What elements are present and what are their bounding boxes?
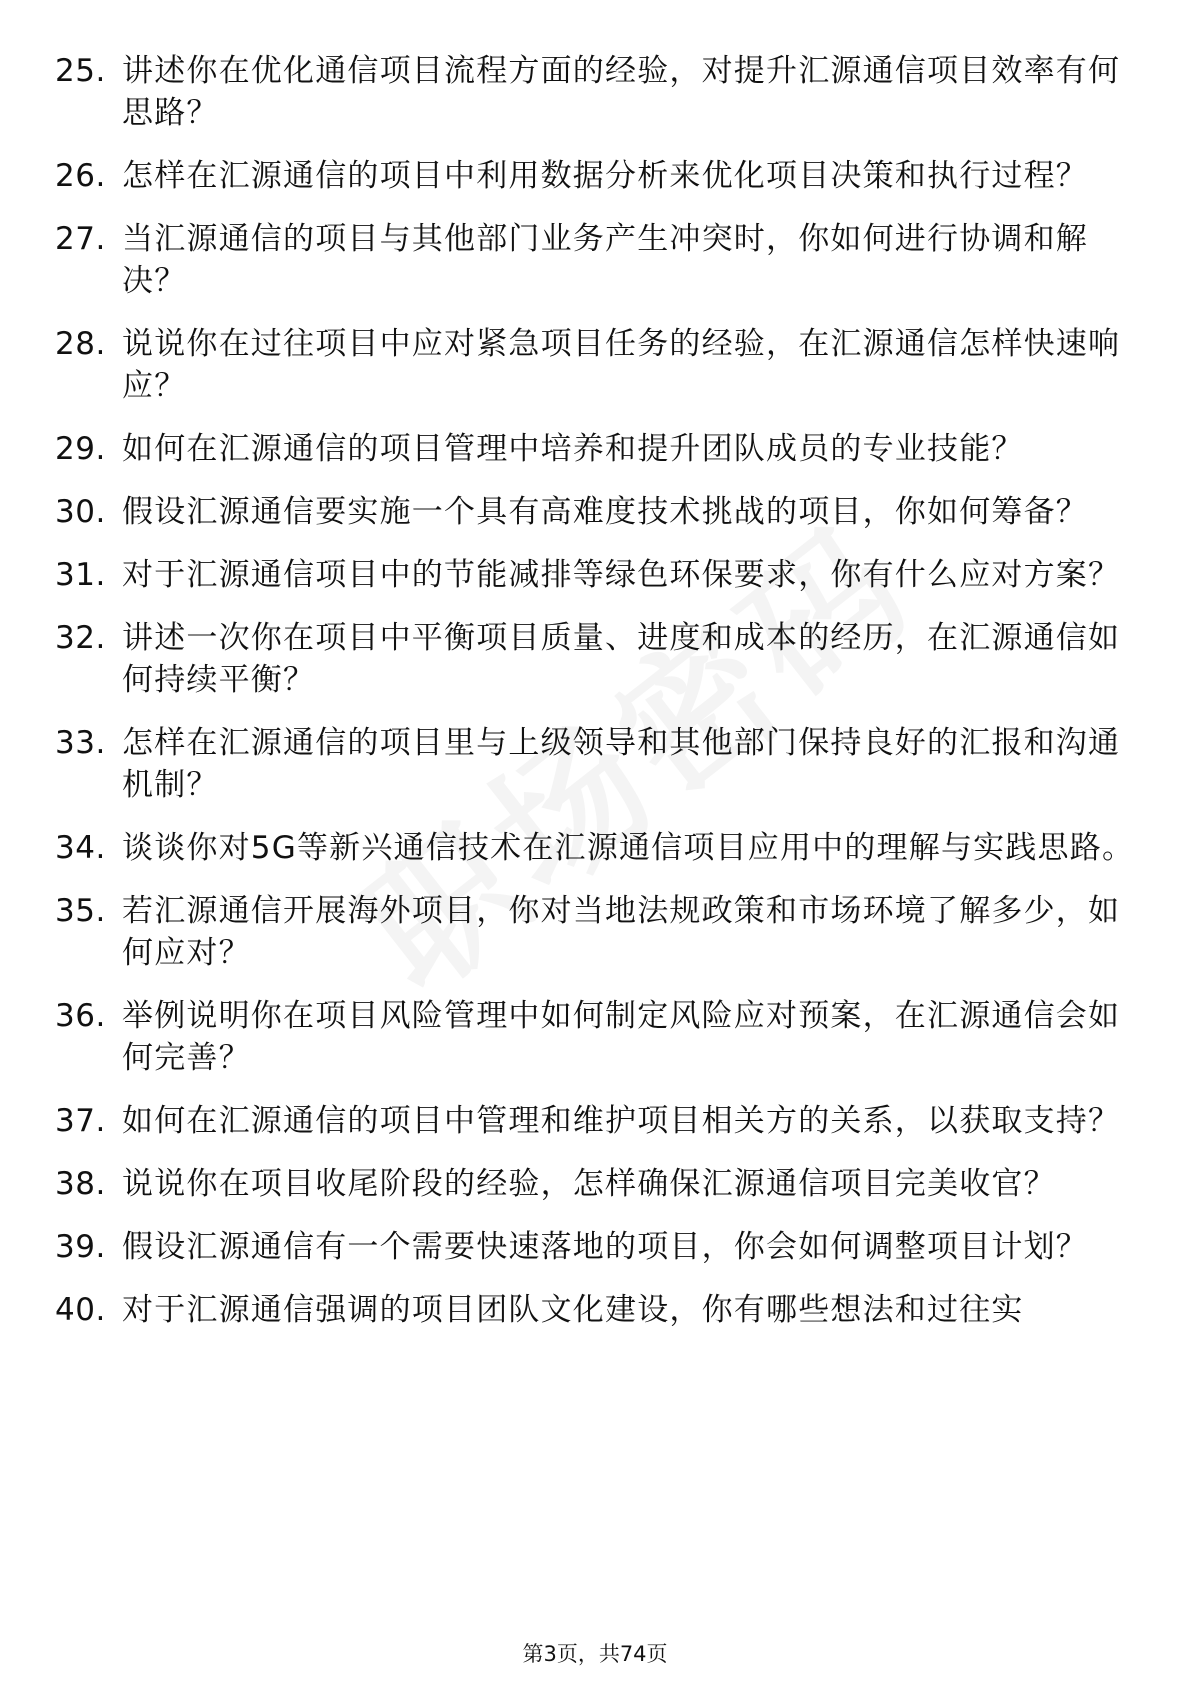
question-text: 怎样在汇源通信的项目里与上级领导和其他部门保持良好的汇报和沟通机制？ <box>122 725 1121 803</box>
question-number: 30. <box>55 494 106 530</box>
question-text: 对于汇源通信强调的项目团队文化建设，你有哪些想法和过往实 <box>122 1292 1024 1328</box>
question-text: 说说你在项目收尾阶段的经验，怎样确保汇源通信项目完美收官？ <box>122 1166 1056 1202</box>
question-number: 37. <box>55 1103 106 1139</box>
question-number: 38. <box>55 1166 106 1202</box>
list-item <box>55 218 1135 302</box>
list-item <box>55 554 1135 596</box>
question-text: 讲述一次你在项目中平衡项目质量、进度和成本的经历，在汇源通信如何持续平衡？ <box>122 620 1121 698</box>
list-item <box>55 722 1135 806</box>
question-text: 假设汇源通信要实施一个具有高难度技术挑战的项目，你如何筹备？ <box>122 494 1088 530</box>
list-item <box>55 155 1135 197</box>
question-number: 31. <box>55 557 106 593</box>
list-item <box>55 827 1135 869</box>
question-text: 讲述你在优化通信项目流程方面的经验，对提升汇源通信项目效率有何思路？ <box>122 53 1121 131</box>
question-text: 说说你在过往项目中应对紧急项目任务的经验，在汇源通信怎样快速响应？ <box>122 326 1121 404</box>
question-number: 33. <box>55 725 106 761</box>
list-item <box>55 890 1135 974</box>
question-number: 35. <box>55 893 106 929</box>
question-text: 怎样在汇源通信的项目中利用数据分析来优化项目决策和执行过程？ <box>122 158 1088 194</box>
question-number: 36. <box>55 998 106 1034</box>
question-number: 32. <box>55 620 106 656</box>
question-text: 假设汇源通信有一个需要快速落地的项目，你会如何调整项目计划？ <box>122 1229 1088 1265</box>
question-number: 28. <box>55 326 106 362</box>
question-number: 40. <box>55 1292 106 1328</box>
question-text: 若汇源通信开展海外项目，你对当地法规政策和市场环境了解多少，如何应对？ <box>122 893 1121 971</box>
question-number: 27. <box>55 221 106 257</box>
question-number: 34. <box>55 830 106 866</box>
list-item <box>55 1226 1135 1268</box>
question-text: 举例说明你在项目风险管理中如何制定风险应对预案，在汇源通信会如何完善？ <box>122 998 1121 1076</box>
list-item <box>55 428 1135 470</box>
list-item <box>55 1100 1135 1142</box>
question-text: 对于汇源通信项目中的节能减排等绿色环保要求，你有什么应对方案？ <box>122 557 1121 593</box>
list-item <box>55 1163 1135 1205</box>
list-item <box>55 617 1135 701</box>
question-number: 25. <box>55 53 106 89</box>
list-item <box>55 50 1135 134</box>
question-text: 如何在汇源通信的项目管理中培养和提升团队成员的专业技能？ <box>122 431 1024 467</box>
list-item <box>55 491 1135 533</box>
list-item <box>55 1289 1135 1331</box>
question-list <box>55 50 1135 1352</box>
question-text: 如何在汇源通信的项目中管理和维护项目相关方的关系，以获取支持？ <box>122 1103 1121 1139</box>
list-item <box>55 995 1135 1079</box>
question-number: 29. <box>55 431 106 467</box>
list-item <box>55 323 1135 407</box>
question-number: 39. <box>55 1229 106 1265</box>
question-text: 当汇源通信的项目与其他部门业务产生冲突时，你如何进行协调和解决？ <box>122 221 1088 299</box>
question-number: 26. <box>55 158 106 194</box>
page-footer: 第3页，共74页 <box>522 1642 668 1666</box>
question-text: 谈谈你对5G等新兴通信技术在汇源通信项目应用中的理解与实践思路。 <box>122 830 1135 866</box>
